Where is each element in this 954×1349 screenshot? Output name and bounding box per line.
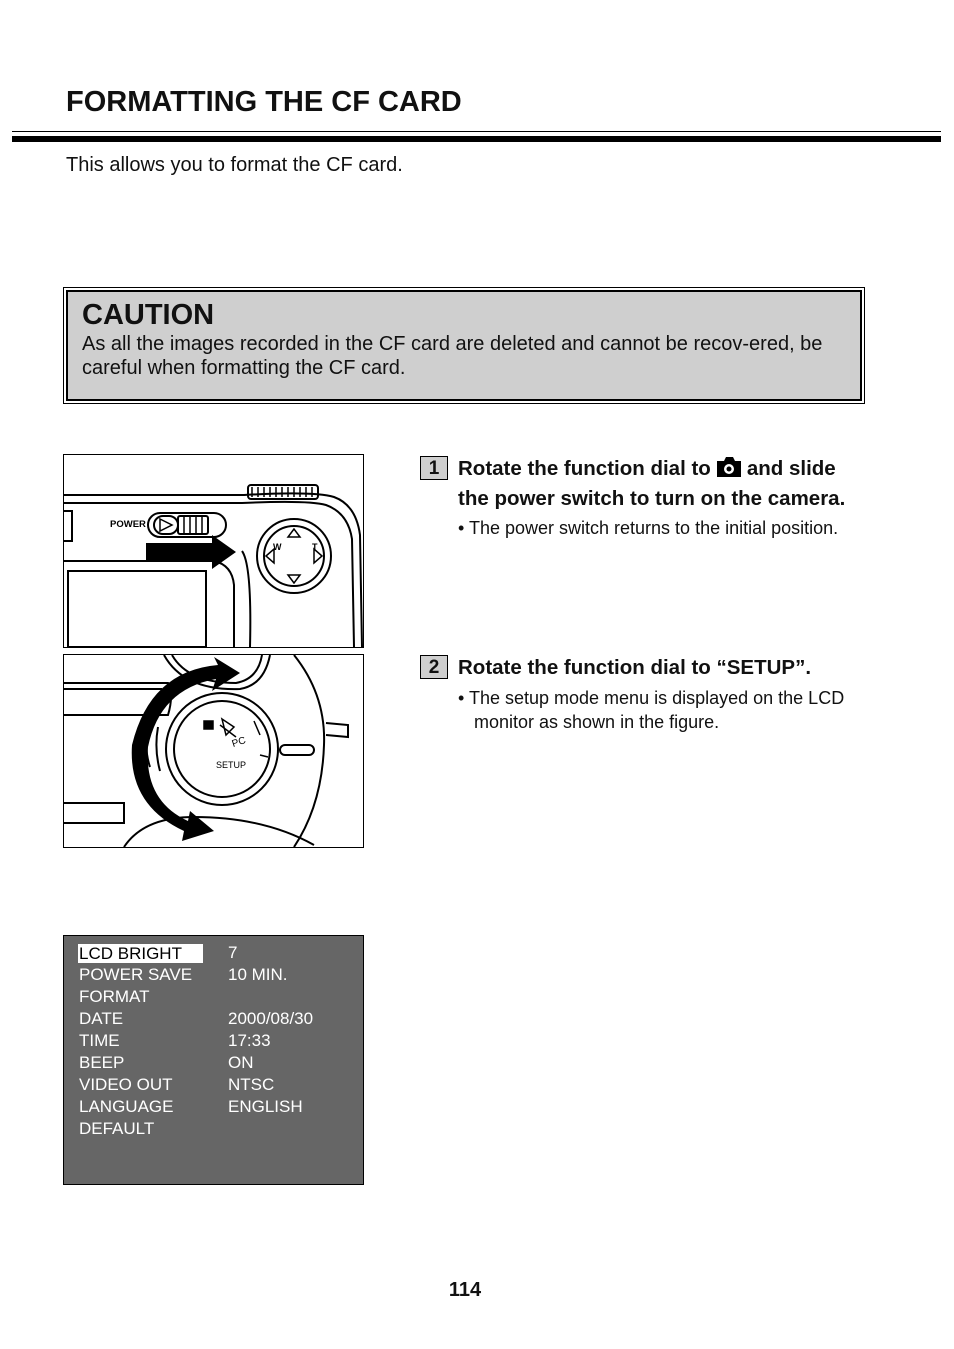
menu-label-power-save: POWER SAVE (79, 965, 193, 984)
menu-row-date (64, 1008, 363, 1030)
step-1-heading-start: Rotate the function dial to (458, 457, 711, 480)
dial-setup-label: SETUP (216, 760, 247, 770)
step-1-heading-end: and slide the power switch to turn on the camera. (458, 457, 846, 510)
menu-value-lcd-bright: 7 (228, 943, 238, 962)
camera-back-drawing (64, 455, 363, 647)
step-2 (420, 655, 860, 734)
function-dial-drawing (64, 655, 363, 847)
caution-panel (66, 290, 862, 401)
menu-value-date: 2000/08/30 (228, 1009, 314, 1028)
menu-value-time: 17:33 (228, 1031, 271, 1050)
menu-value-beep: ON (228, 1053, 254, 1072)
title-rule-thin (12, 131, 941, 132)
menu-value-video-out: NTSC (228, 1075, 275, 1094)
dial-pc-label: PC (230, 735, 248, 750)
intro-text: This allows you to format the CF card. (66, 154, 403, 176)
step-1-note: • The power switch returns to the initial position. (458, 518, 839, 538)
menu-row-default (64, 1118, 363, 1140)
page-title: FORMATTING THE CF CARD (66, 86, 462, 118)
menu-row-lcd-bright (64, 942, 363, 964)
menu-label-lcd-bright: LCD BRIGHT (78, 944, 203, 963)
caution-title: CAUTION (82, 299, 215, 331)
menu-label-time: TIME (79, 1031, 120, 1050)
menu-row-video-out (64, 1074, 363, 1096)
zoom-w-label: W (273, 542, 282, 552)
step-1-number: 1 (420, 456, 448, 480)
camera-icon (715, 456, 743, 486)
setup-menu-screen (63, 935, 364, 1185)
menu-row-power-save (64, 964, 363, 986)
step-2-heading: Rotate the function dial to “SETUP”. (458, 656, 812, 679)
menu-label-language: LANGUAGE (79, 1097, 174, 1116)
step-2-note: • The setup mode menu is displayed on the LCD monitor as shown in the figure. (458, 687, 845, 732)
menu-label-video-out: VIDEO OUT (79, 1075, 173, 1094)
menu-label-format: FORMAT (79, 987, 150, 1006)
caution-box (63, 287, 865, 404)
menu-value-power-save: 10 MIN. (228, 965, 288, 984)
power-label: POWER (110, 519, 146, 530)
menu-label-default: DEFAULT (79, 1119, 155, 1138)
step-2-number: 2 (420, 655, 448, 679)
menu-row-format (64, 986, 363, 1008)
zoom-t-label: T (312, 542, 318, 552)
menu-value-language: ENGLISH (228, 1097, 303, 1116)
step-1 (420, 456, 860, 540)
menu-label-beep: BEEP (79, 1053, 125, 1072)
menu-label-date: DATE (79, 1009, 124, 1028)
menu-row-language (64, 1096, 363, 1118)
title-rule-thick (12, 136, 941, 142)
power-switch-illustration (63, 454, 364, 648)
step-1-heading (458, 456, 860, 512)
function-dial-illustration (63, 654, 364, 848)
menu-row-time (64, 1030, 363, 1052)
page-number: 114 (448, 1279, 482, 1301)
menu-row-beep (64, 1052, 363, 1074)
caution-text: As all the images recorded in the CF card are deleted and cannot be recov-ered, be careful when formatting the CF card. (82, 333, 823, 379)
